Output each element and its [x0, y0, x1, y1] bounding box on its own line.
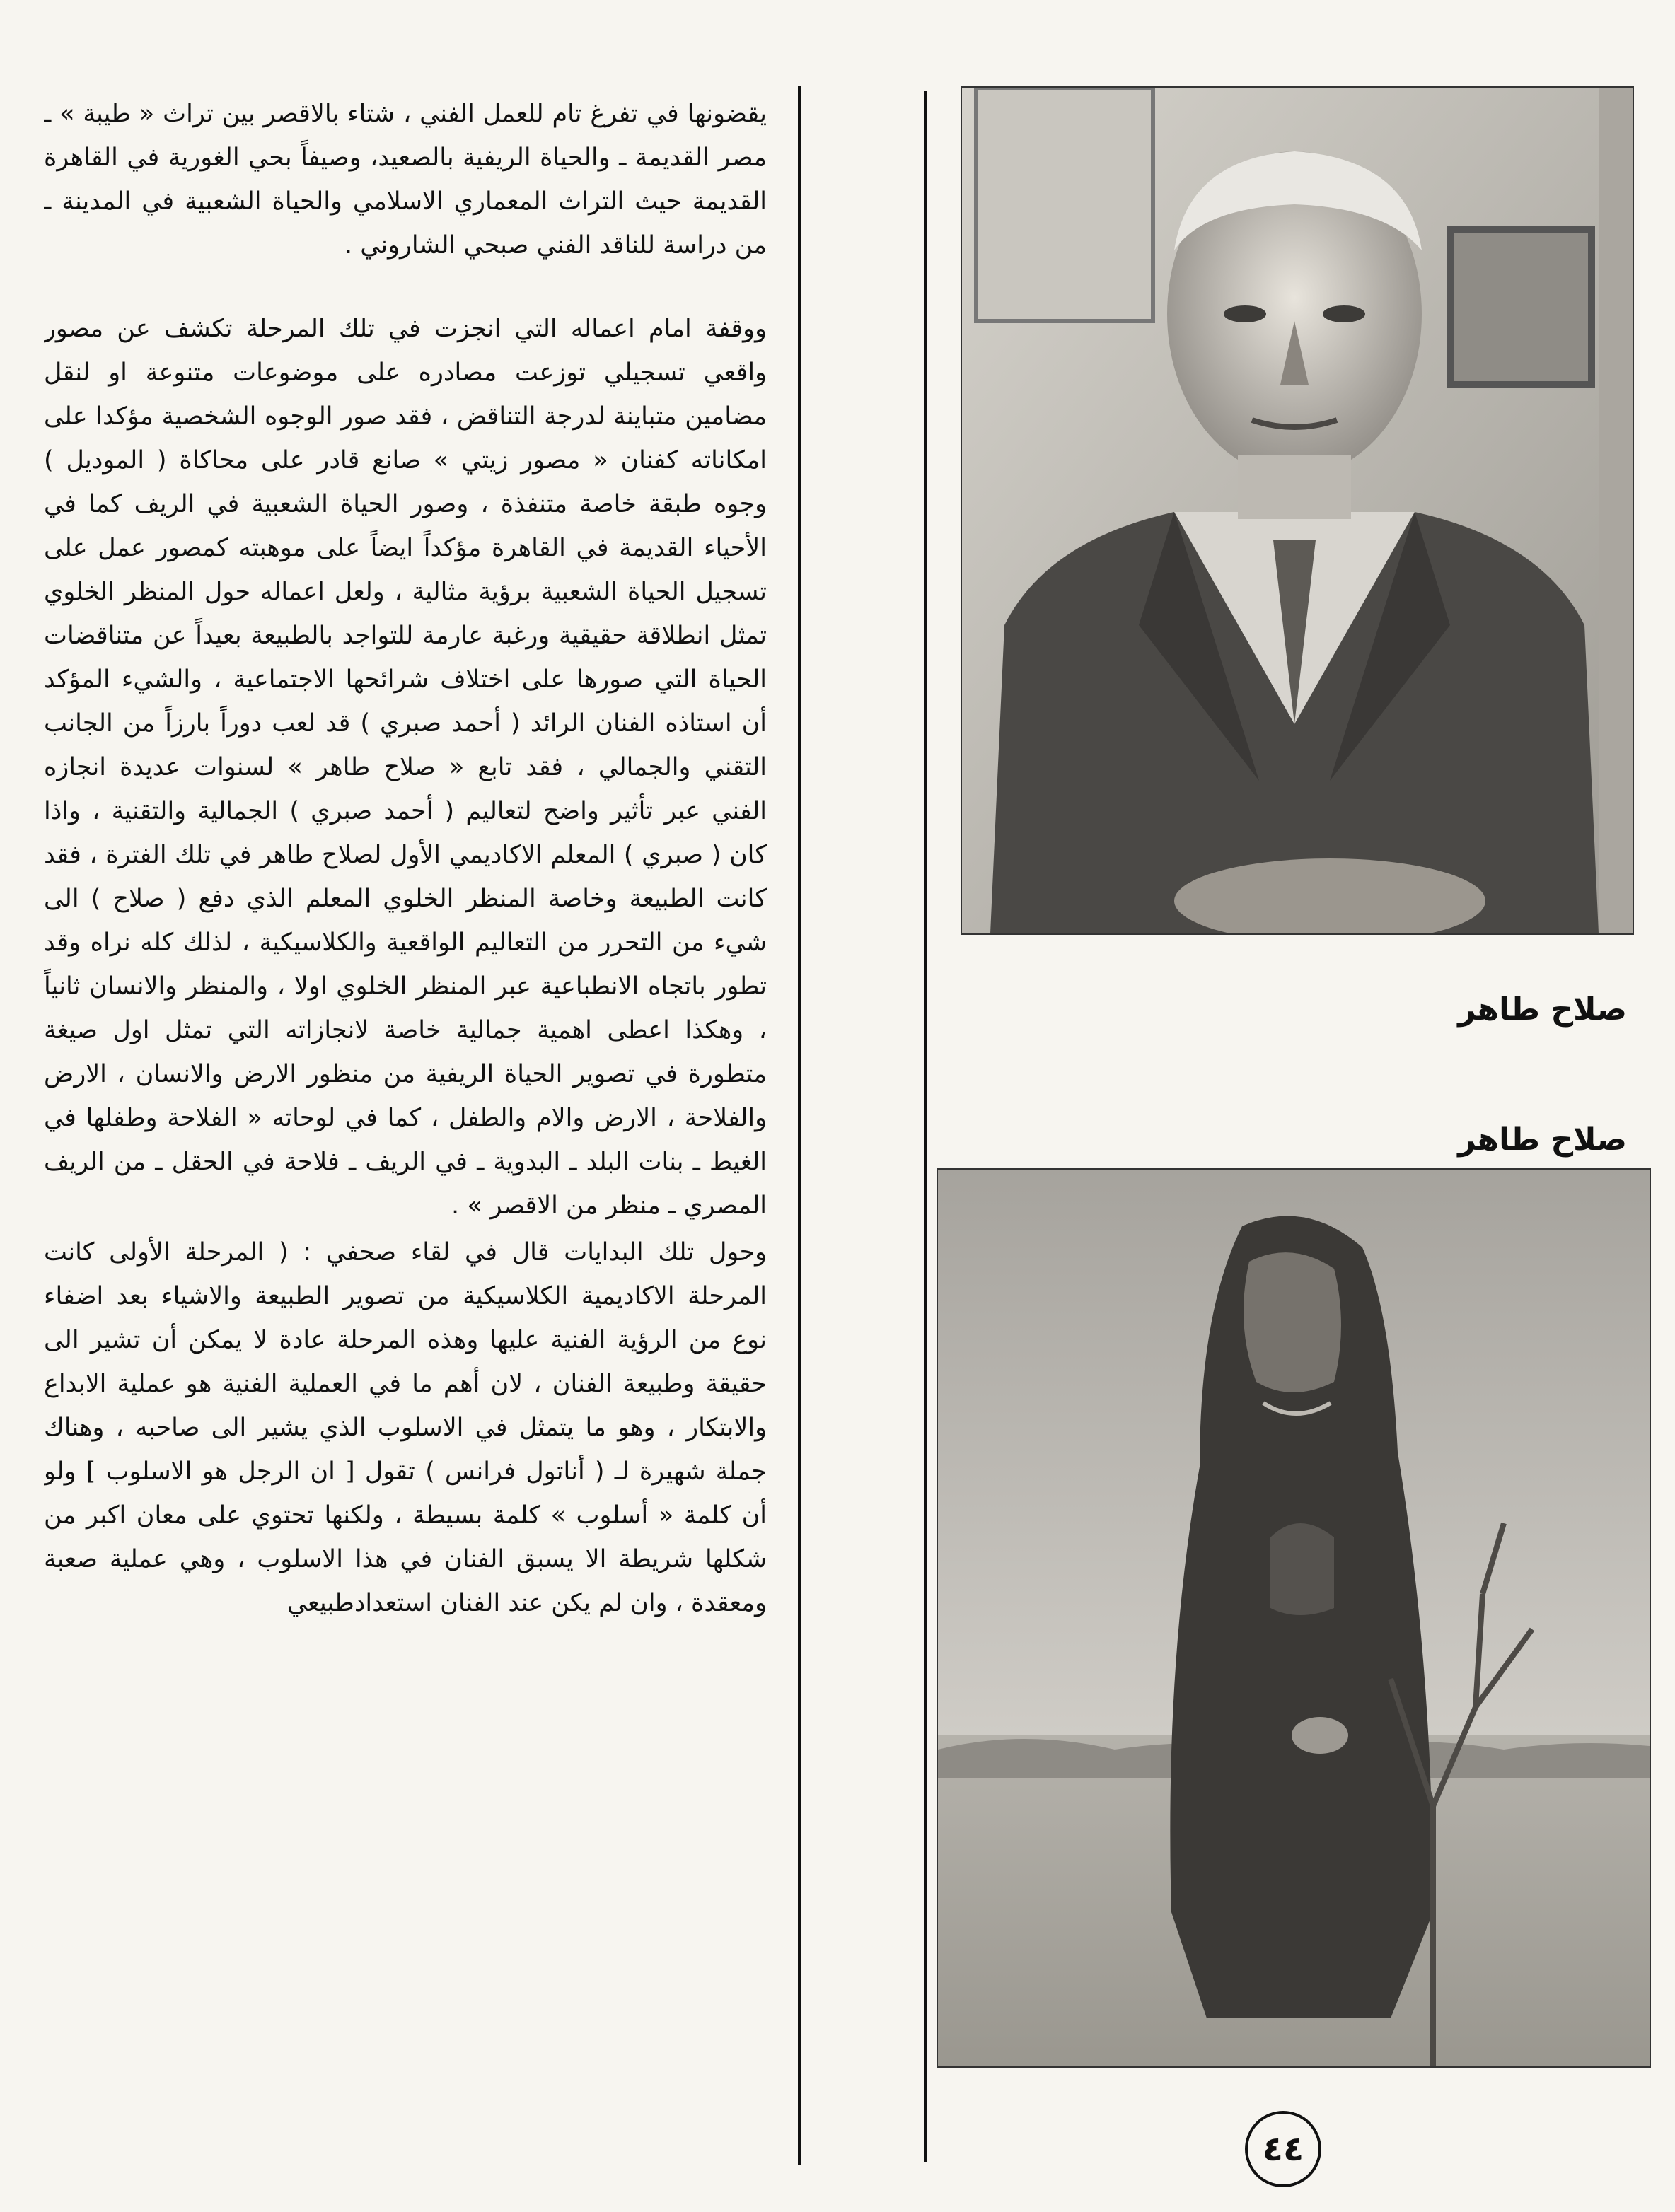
article-paragraph: وحول تلك البدايات قال في لقاء صحفي : ( المرحلة الأولى كانت المرحلة الاكاديمية الكلاسيكية من تصوير الطبيعة والاشياء بعد اضفاء نوع من الرؤية الفنية عليها وهذه المرحلة عادة لا يمكن أن تشير الى حقيقة وطبيعة الفنان ، لان أهم ما في العملية الفنية هو عملية الابداع والابتكار ، وهو ما يتمثل في الاسلوب الذي يشير الى صاحبه ، وهناك جملة شهيرة لـ ( أناتول فرانس ) تقول [ ان الرجل هو الاسلوب ] ولو أن كلمة « أسلوب » كلمة بسيطة ، ولكنها تحتوي على معان اكبر من شكلها شريطة الا يسبق الفنان في هذا الاسلوب ، وهي عملية صعبة ومعقدة ، وان لم يكن عند الفنان استعدادطبيعي	[44, 1238, 767, 1617]
column-rule-right	[924, 91, 927, 2162]
portrait-photo-graphic	[962, 88, 1633, 933]
portrait-photo	[961, 86, 1634, 935]
article-text-column	[44, 92, 767, 2164]
article-paragraph: يقضونها في تفرغ تام للعمل الفني ، شتاء بالاقصر بين تراث « طيبة » ـ مصر القديمة ـ والحياة الريفية بالصعيد، وصيفاً بحي الغورية في القاهرة القديمة حيث التراث المعماري الاسلامي والحياة الشعبية في المدينة ـ من دراسة للناقد الفني صبحي الشاروني .	[44, 100, 767, 260]
article-paragraph: ووقفة امام اعماله التي انجزت في تلك المرحلة تكشف عن مصور واقعي تسجيلي توزعت مصادره على موضوعات متنوعة او لنقل مضامين متباينة لدرجة التناقض ، فقد صور الوجوه الشخصية مؤكدا على امكاناته كفنان « مصور زيتي » صانع قادر على محاكاة ( الموديل ) وجوه طبقة خاصة متنفذة ، وصور الحياة الشعبية في الريف كما في الأحياء القديمة في القاهرة مؤكداً ايضاً على موهبته كمصور عمل على تسجيل الحياة الشعبية برؤية مثالية ، ولعل اعماله حول المنظر الخلوي تمثل انطلاقة حقيقية ورغبة عارمة للتواجد بالطبيعة بعيداً عن متناقضات الحياة التي صورها على اختلاف شرائحها الاجتماعية ، والشيء المؤكد أن استاذه الفنان الرائد ( أحمد صبري ) قد لعب دوراً بارزاً من الجانب التقني والجمالي ، فقد تابع « صلاح طاهر » لسنوات عديدة انجازه الفني عبر تأثير واضح لتعاليم ( أحمد صبري ) الجمالية والتقنية ، واذا كان ( صبري ) المعلم الاكاديمي الأول لصلاح طاهر في تلك الفترة ، فقد كانت الطبيعة وخاصة المنظر الخلوي المعلم الذي دفع ( صلاح ) الى شيء من التحرر من التعاليم الواقعية والكلاسيكية ، لذلك كله نراه وقد تطور باتجاه الانطباعية عبر المنظر الخلوي اولا ، والمنظر والانسان ثانياً ، وهكذا اعطى اهمية جمالية خاصة لانجازاته التي تمثل اول صيغة متطورة في تصوير الحياة الريفية من منظور الارض والانسان ، الارض والفلاحة ، الارض والام والطفل ، كما في لوحاته « الفلاحة وطفلها في الغيط ـ بنات البلد ـ البدوية ـ في الريف ـ فلاحة في الحقل ـ من الريف المصري ـ منظر من الاقصر » .	[44, 315, 767, 1220]
painting-photo-graphic	[938, 1170, 1650, 2066]
painting-photo	[937, 1168, 1651, 2068]
painting-caption: صلاح طاهر	[1458, 1122, 1627, 1158]
page-number: ٤٤	[1245, 2111, 1321, 2187]
portrait-caption: صلاح طاهر	[1458, 991, 1627, 1028]
column-rule-left	[798, 86, 801, 2165]
